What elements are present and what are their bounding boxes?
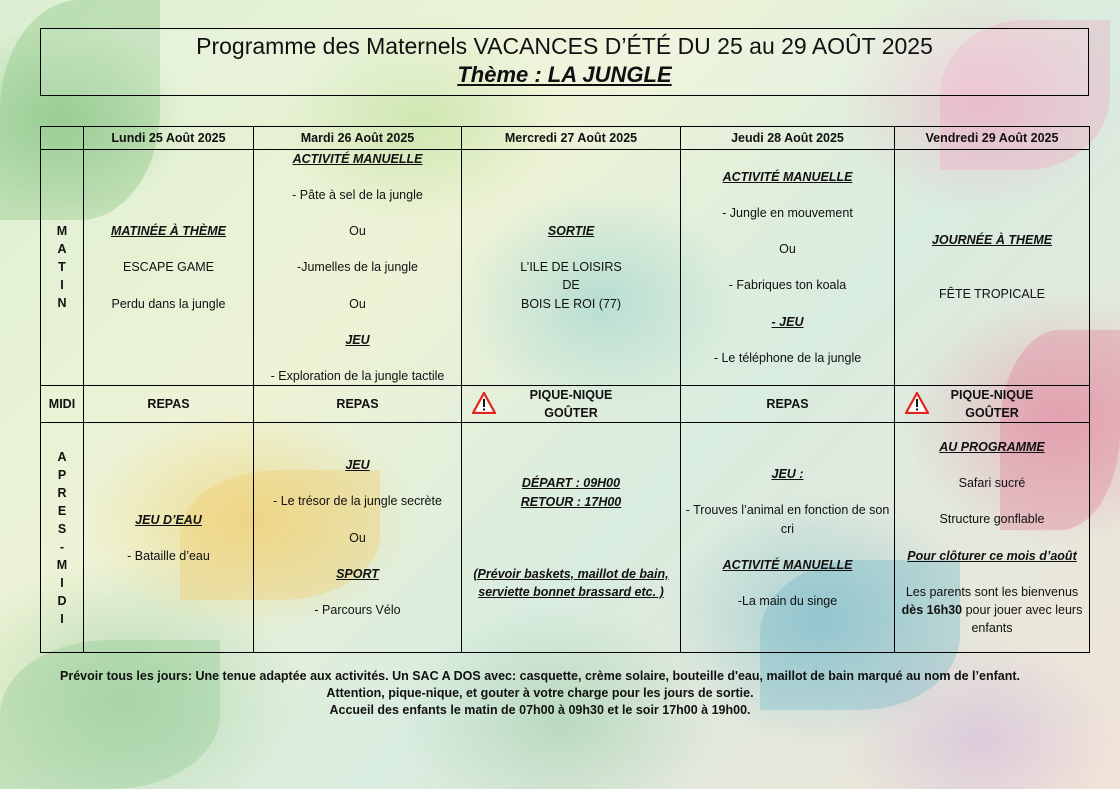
morning-friday (895, 150, 1090, 386)
footer-line: Accueil des enfants le matin de 07h00 à 09h30 et le soir 17h00 à 19h00. (329, 703, 751, 717)
warning-triangle-icon (905, 392, 929, 414)
activity-line: -Jumelles de la jungle (297, 260, 418, 275)
day-header-row (41, 127, 1090, 150)
corner-cell (41, 127, 84, 150)
activity-heading: - JEU (771, 314, 804, 329)
noon-label: MIDI (41, 385, 84, 422)
activity-line: - Le trésor de la jungle secrète (273, 494, 442, 509)
activity-line: - Parcours Vélo (314, 602, 401, 617)
activity-heading: JEU (345, 458, 370, 473)
activity-heading: SPORT (336, 566, 379, 581)
or-text: Ou (779, 242, 796, 257)
activity-heading: SORTIE (547, 224, 595, 239)
activity-line: - Pâte à sel de la jungle (292, 188, 423, 203)
morning-thursday (681, 150, 895, 386)
activity-line: - Bataille d’eau (127, 548, 210, 563)
activity-line: BOIS LE ROI (77) (520, 296, 622, 311)
afternoon-label: A P R E S - M I D I (41, 423, 84, 653)
activity-heading: AU PROGRAMME (939, 440, 1045, 455)
activity-line: - Le téléphone de la jungle (713, 350, 862, 365)
activity-line: Structure gonflable (939, 512, 1045, 527)
page-header (40, 28, 1089, 96)
activity-line: - Jungle en mouvement (722, 206, 853, 221)
noon-line: PIQUE-NIQUE (950, 387, 1034, 402)
activity-heading: ACTIVITÉ MANUELLE (722, 170, 853, 185)
activity-line: FÊTE TROPICALE (938, 287, 1046, 302)
footer-notes (40, 668, 1040, 719)
afternoon-wednesday (462, 423, 681, 653)
activity-heading: Pour clôturer ce mois d’août (907, 548, 1077, 563)
noon-row (41, 385, 1090, 422)
day-header-monday: Lundi 25 Août 2025 (84, 127, 254, 150)
activity-line: - Trouves l’animal en fonction de son cri (685, 503, 890, 536)
page-title: Programme des Maternels VACANCES D’ÉTÉ DU 25 au 29 AOÛT 2025 (196, 33, 933, 59)
equipment-note: (Prévoir baskets, maillot de bain, (473, 566, 669, 581)
noon-tuesday: REPAS (254, 385, 462, 422)
warning-triangle-icon (472, 392, 496, 414)
program-table (40, 126, 1090, 653)
activity-heading: JEU : (771, 467, 804, 482)
activity-line: DE (562, 278, 580, 293)
morning-monday (84, 150, 254, 386)
day-header-tuesday: Mardi 26 Août 2025 (254, 127, 462, 150)
activity-line: ESCAPE GAME (123, 260, 214, 275)
morning-tuesday (254, 150, 462, 386)
afternoon-row (41, 423, 1090, 653)
activity-line: - Fabriques ton koala (728, 278, 847, 293)
activity-heading: ACTIVITÉ MANUELLE (292, 152, 423, 166)
activity-line: Safari sucré (958, 476, 1026, 491)
afternoon-tuesday (254, 423, 462, 653)
noon-friday (895, 385, 1090, 422)
return-time: RETOUR : 17H00 (520, 494, 622, 509)
activity-heading: JEU (345, 332, 370, 347)
activity-heading: ACTIVITÉ MANUELLE (722, 557, 853, 572)
noon-thursday: REPAS (681, 385, 895, 422)
noon-monday: REPAS (84, 385, 254, 422)
activity-line: - Exploration de la jungle tactile (270, 368, 445, 383)
or-text: Ou (349, 530, 366, 545)
equipment-note: serviette bonnet brassard etc. ) (478, 584, 664, 599)
activity-heading: MATINÉE À THÈME (110, 224, 227, 239)
day-header-friday: Vendredi 29 Août 2025 (895, 127, 1090, 150)
activity-heading: JEU D’EAU (135, 512, 202, 527)
or-text: Ou (349, 224, 366, 239)
or-text: Ou (349, 296, 366, 311)
activity-heading: JOURNÉE À THEME (931, 233, 1053, 248)
noon-line: PIQUE-NIQUE (529, 387, 613, 402)
noon-wednesday (462, 385, 681, 422)
afternoon-friday (895, 423, 1090, 653)
footer-line: Prévoir tous les jours: Une tenue adaptée aux activités. Un SAC A DOS avec: casquette, crème solaire, bouteille d'eau, maillot de bain marqué au nom de l’enfant. (60, 669, 1020, 683)
morning-label: M A T I N (41, 150, 84, 386)
activity-line: Perdu dans la jungle (111, 296, 226, 311)
day-header-thursday: Jeudi 28 Août 2025 (681, 127, 895, 150)
noon-line: GOÛTER (544, 406, 598, 420)
morning-wednesday (462, 150, 681, 386)
day-header-wednesday: Mercredi 27 Août 2025 (462, 127, 681, 150)
departure-time: DÉPART : 09H00 (521, 476, 621, 491)
activity-line: -La main du singe (737, 593, 838, 608)
noon-line: GOÛTER (965, 406, 1019, 420)
page-theme: Thème : LA JUNGLE (457, 62, 672, 87)
activity-line: L’ILE DE LOISIRS (520, 260, 622, 275)
afternoon-monday (84, 423, 254, 653)
footer-line: Attention, pique-nique, et gouter à votre charge pour les jours de sortie. (326, 686, 754, 700)
morning-row (41, 150, 1090, 386)
parents-note: Les parents sont les bienvenus dès 16h30 pour jouer avec leurs enfants (901, 584, 1083, 635)
afternoon-thursday (681, 423, 895, 653)
